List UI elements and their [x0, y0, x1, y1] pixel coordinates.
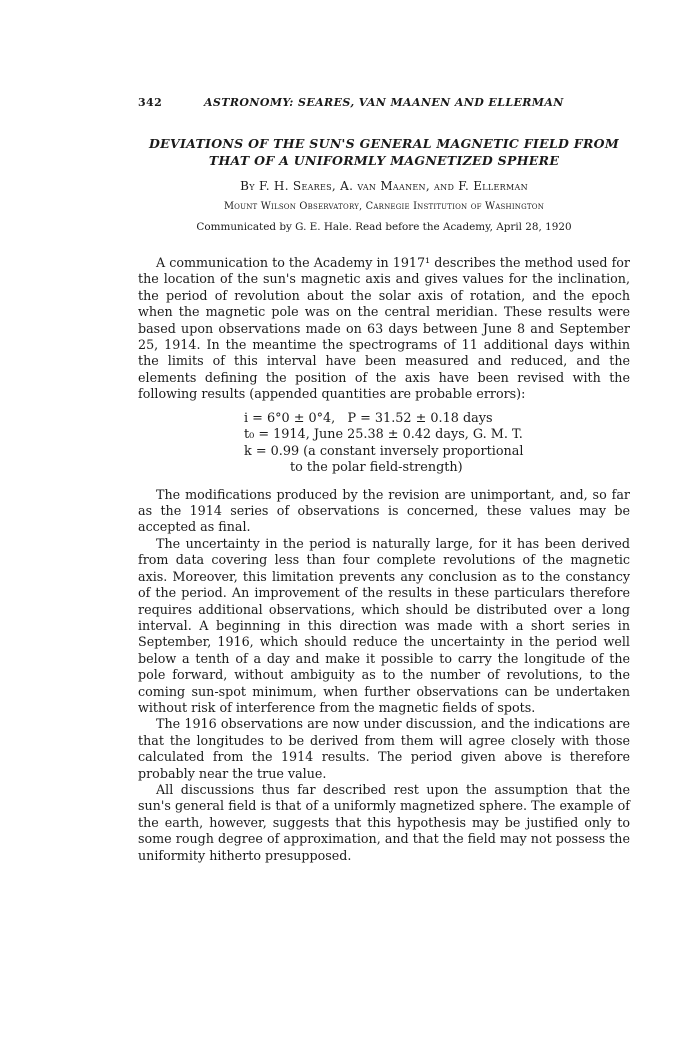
paragraph: The uncertainty in the period is naturally large, for it has been derived from data covering less than four complete revolutions of the magnetic axis. Moreover, this limitation prevents any conclusion as to the constancy of the period. An improvement of the results in these particulars therefore requires additional observations, which should be distributed over a long interval. A beginning in this direction was made with a short series in September, 1916, which should reduce the uncertainty in the period well below a tenth of a day and make it possible to carry the longitude of the pole forward, without ambiguity as to the number of revolutions, to the coming sun-spot minimum, when further observations can be undertaken without risk of interference from the magnetic fields of spots.	[138, 535, 630, 715]
affiliation: Mount Wilson Observatory, Carnegie Institution of Washington	[223, 201, 545, 212]
journal-page	[138, 96, 630, 864]
paragraph: The modifications produced by the revision are unimportant, and, so far as the 1914 series of observations is concerned, these values may be accepted as final.	[138, 486, 630, 535]
equation-line: i = 6°0 ± 0°4, P = 31.52 ± 0.18 days	[244, 410, 493, 426]
equation-line: k = 0.99 (a constant inversely proportional	[244, 443, 524, 459]
paragraph: The 1916 observations are now under discussion, and the indications are that the longitudes to be derived from them will agree closely with those calculated from the 1914 results. The period given above is therefore probably near the true value.	[138, 716, 630, 781]
article-title	[138, 135, 630, 169]
paragraph: All discussions thus far described rest upon the assumption that the sun's general field is that of a uniformly magnetized sphere. The example of the earth, however, suggests that this hypothesis may be justified only to some rough degree of approximation, and that the field may not possess the uniformity hitherto presupposed.	[138, 781, 630, 863]
authors: By F. H. Seares, A. van Maanen, and F. Ellerman	[240, 179, 528, 193]
page-number: 342	[138, 96, 163, 109]
equation-line: t₀ = 1914, June 25.38 ± 0.42 days, G. M. T.	[244, 427, 523, 443]
communicated-note: Communicated by G. E. Hale. Read before the Academy, April 28, 1920	[196, 221, 572, 233]
title-line: THAT OF A UNIFORMLY MAGNETIZED SPHERE	[208, 153, 560, 168]
running-head	[138, 96, 630, 109]
equations-block	[138, 411, 630, 477]
running-title: ASTRONOMY: SEARES, VAN MAANEN AND ELLERMAN	[204, 96, 564, 109]
paragraph: A communication to the Academy in 1917¹ describes the method used for the location of the sun's magnetic axis and gives values for the inclination, the period of revolution about the solar axis of rotation, and the epoch when the magnetic pole was on the central meridian. These results were based upon observations made on 63 days between June 8 and September 25, 1914. In the meantime the spectrograms of 11 additional days within the limits of this interval have been measured and reduced, and the elements defining the position of the axis have been revised with the following results (appended quantities are probable errors):	[138, 255, 630, 402]
title-line: DEVIATIONS OF THE SUN'S GENERAL MAGNETIC FIELD FROM	[149, 136, 619, 151]
equation-line: to the polar field-strength)	[290, 460, 463, 476]
